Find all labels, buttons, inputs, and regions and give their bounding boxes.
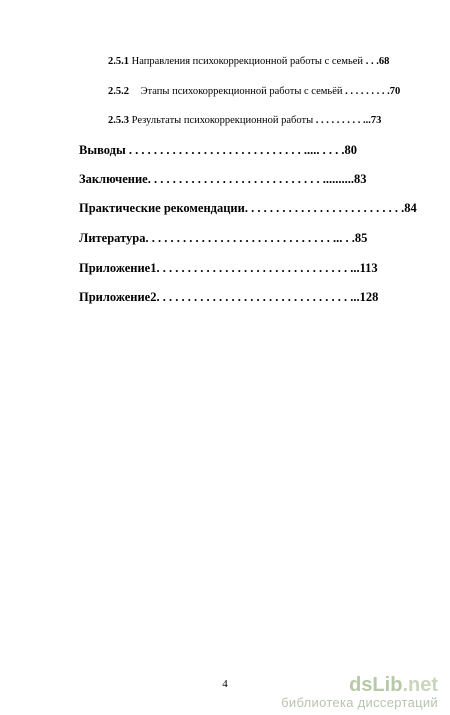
watermark-logo [281,675,438,695]
toc-main-entry [79,290,378,305]
toc-entry-page: 70 [389,86,401,97]
watermark-logo-main: dsLib [349,674,403,696]
toc-entry-title: Этапы психокоррекционной работы с семьёй [140,86,343,97]
toc-entry-number: 2.5.2 [108,86,129,97]
toc-entry-title: Литература [79,231,146,245]
toc-entry-page: 80 [344,143,357,157]
toc-leader-dots: . . . . . . . . . . . . . . . . . . . . . . . . . . [244,201,405,215]
toc-leader-dots: . . . . . . . . . . . . . . . . . . . . . . . . . . . . . . . ... [156,261,360,275]
toc-entry-number: 2.5.3 [108,115,129,126]
toc-main-entry [79,172,366,187]
toc-main-entry [79,143,357,158]
toc-leader-dots: . . . . . . . . . . . . . . . . . . . . . . . . . . . . . . ... . . [145,231,355,245]
toc-entry-title: Выводы [79,143,126,157]
toc-entry-title: Направления психокоррекционной работы с семьей [131,56,364,67]
toc-sub-entry [108,115,381,126]
toc-leader-dots: . . . . . . . . . . . . . . . . . . . . . . . . . . . . ..... . . . . [128,143,345,157]
toc-main-entry [79,261,378,276]
page-number: 4 [222,678,228,690]
toc-leader-dots: . . . [365,56,379,67]
toc-entry-page: 113 [359,261,378,275]
toc-entry-number: 2.5.1 [108,56,129,67]
toc-leader-dots: . . . . . . . . . . . . . . . . . . . . . . . . . . . . .......... [147,172,354,186]
watermark-logo-ext: .net [402,674,438,696]
toc-entry-page: 85 [354,231,368,245]
toc-leader-dots: . . . . . . . . . [345,86,390,97]
watermark-subtitle: библиотека диссертаций [281,695,438,710]
toc-entry-page: 128 [359,290,379,304]
toc-main-entry [79,231,367,246]
toc-entry-page: 73 [370,115,382,126]
toc-sub-entry [108,86,400,97]
toc-entry-page: 83 [353,172,367,186]
toc-entry-page: 84 [404,201,417,215]
toc-entry-page: 68 [378,56,390,67]
toc-leader-dots: . . . . . . . . . ... [315,115,371,126]
toc-entry-title: Практические рекомендации [79,201,245,215]
toc-entry-title: Заключение [79,172,148,186]
toc-sub-entry [108,56,389,67]
watermark [281,675,438,711]
toc-entry-title: Результаты психокоррекционной работы [131,115,314,126]
toc-main-entry [79,201,417,216]
toc-entry-title: Приложение2 [79,290,157,304]
toc-leader-dots: . . . . . . . . . . . . . . . . . . . . . . . . . . . . . . . ... [156,290,360,304]
toc-entry-title: Приложение1 [79,261,157,275]
